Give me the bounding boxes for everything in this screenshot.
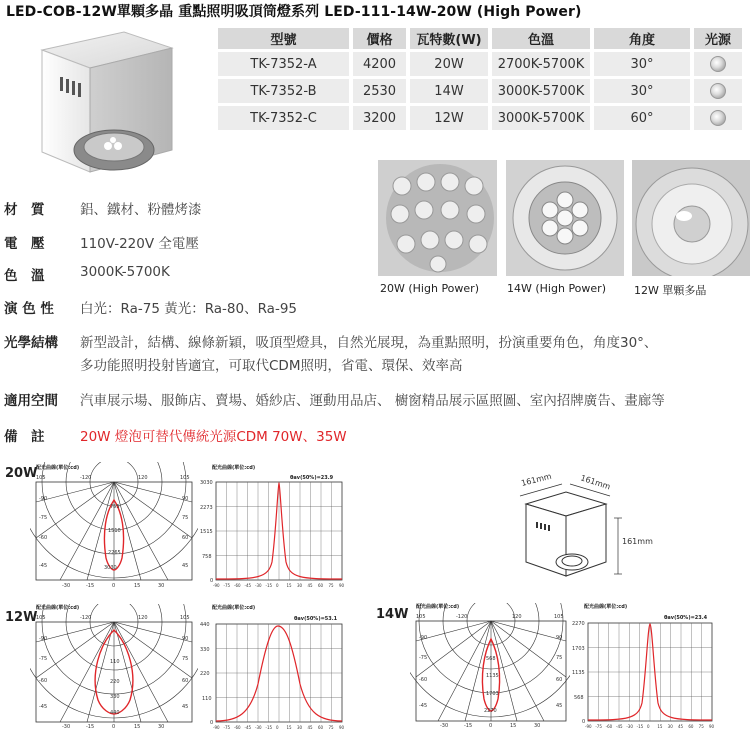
value-cct: 3000K-5700K [80,264,170,280]
cart-y-label: 0 [210,720,214,726]
table-row [218,106,742,130]
polar-left-label: -75 [419,655,428,661]
cart-x-label: -45 [244,583,252,588]
value-voltage: 110V-220V 全電壓 [80,236,199,252]
cart-y-label: 1515 [200,529,213,535]
cell-price: 4200 [353,52,406,76]
cart-x-label: -15 [636,724,644,729]
label-cri: 演 色 性 [4,301,54,317]
cart-x-label: 30 [297,583,303,588]
header-source: 光源 [694,28,742,49]
polar-ring-label: 1135 [486,673,499,679]
value-note: 20W 燈泡可替代傳統光源CDM 70W、35W [80,429,347,445]
cart-x-label: 15 [286,725,292,730]
cell-watt: 12W [410,106,488,130]
product-photo [4,22,204,188]
cart-x-label: -90 [213,725,220,730]
cart-x-label: 15 [657,724,663,729]
cart-x-label: 60 [688,724,694,729]
led-12w-icon [710,110,726,126]
cart-y-label: 110 [202,696,212,702]
cart-x-label: 90 [339,583,345,588]
polar-left-label: -75 [39,515,48,521]
label-note: 備 註 [4,429,45,445]
cart-x-label: 45 [307,583,313,588]
dim-width: 161mm [520,471,553,488]
polar-top-label: 105 [416,614,426,620]
polar-top-label: 105 [36,475,46,481]
cell-cct: 3000K-5700K [492,106,590,130]
cell-angle: 30° [594,79,690,103]
polar-bottom-label: 15 [134,724,141,730]
cell-source [694,106,742,130]
polar-left-label: -90 [39,496,48,502]
cart-x-label: 15 [286,583,292,588]
cart-y-label: 2273 [200,505,213,511]
cell-watt: 20W [410,52,488,76]
polar-top-label: 105 [180,475,190,481]
polar-left-label: -60 [39,678,48,684]
value-optics-line2: 多功能照明投射皆適宜，可取代CDM照明，省電、環保、效率高 [80,358,463,374]
cart-y-label: 220 [200,671,210,677]
table-header-row [218,28,742,49]
cart-x-label: -60 [605,724,613,729]
cell-source [694,52,742,76]
cart-x-label: 0 [276,583,279,588]
section-12w: 12W [5,610,38,625]
cart-y-label: 0 [582,719,586,725]
cell-cct: 2700K-5700K [492,52,590,76]
cart-y-label: 3030 [200,480,213,486]
polar-top-label: -120 [80,615,92,621]
cart-x-label: -30 [626,724,633,729]
header-angle: 角度 [594,28,690,49]
cart-title: 配光曲線(單位:cd) [584,604,628,610]
polar-bottom-label: -30 [440,723,449,729]
polar-top-label: 120 [138,615,148,621]
polar-ring-label: 755 [110,504,120,510]
page-title: LED-COB-12W單顆多晶 重點照明吸頂筒燈系列 LED-111-14W-20W (High Power) [6,4,582,20]
led-20w-icon [710,56,726,72]
polar-bottom-label: -30 [62,724,71,730]
cart-x-label: -90 [585,724,592,729]
cart-x-label: 0 [647,724,650,729]
polar-ring-label: 1510 [108,528,121,534]
header-watt: 瓦特數(W) [410,28,488,49]
led-photo-20w [378,160,497,276]
polar-right-label: 75 [182,656,189,662]
cart-x-label: 60 [318,725,324,730]
polar-left-label: -90 [419,635,428,641]
header-price: 價格 [353,28,406,49]
cartesian-chart-12w [198,604,350,731]
polar-right-label: 90 [556,635,563,641]
cell-angle: 30° [594,52,690,76]
cart-y-label: 0 [210,578,214,584]
cart-x-label: 60 [318,583,324,588]
cart-x-label: 45 [678,724,684,729]
cart-title: 配光曲線(單位:cd) [212,605,256,611]
dim-height: 161mm [622,537,653,546]
cart-x-label: -15 [265,583,273,588]
caption-20w: 20W (High Power) [380,282,479,295]
led-14w-icon [710,83,726,99]
polar-chart-20w [30,462,198,592]
polar-ring-label: 440 [110,710,120,716]
value-material: 鋁、鐵材、粉體烤漆 [80,202,202,218]
polar-bottom-label: -15 [464,723,473,729]
polar-top-label: -120 [80,475,92,481]
cart-x-label: -30 [255,583,262,588]
polar-ring-label: 110 [110,659,120,665]
cart-x-label: -90 [213,583,220,588]
polar-right-label: 60 [182,535,189,541]
polar-right-label: 60 [556,677,563,683]
polar-right-label: 90 [182,496,189,502]
polar-top-label: -120 [456,614,468,620]
cart-x-label: -75 [223,725,231,730]
cell-angle: 60° [594,106,690,130]
polar-chart-12w [30,604,198,731]
cell-watt: 14W [410,79,488,103]
polar-left-label: -60 [39,535,48,541]
polar-bottom-label: -30 [62,583,71,589]
polar-ring-label: 2270 [484,708,497,714]
cartesian-chart-20w [198,462,350,592]
polar-bottom-label: 0 [112,724,116,730]
cart-x-label: 75 [328,725,334,730]
cart-y-label: 1703 [572,646,585,652]
polar-bottom-label: -15 [86,724,95,730]
cart-x-label: 90 [709,724,715,729]
cartesian-chart-14w [570,603,720,731]
cart-y-label: 2270 [572,621,585,627]
cart-note: θav(50%)=23.4 [664,615,708,621]
led-photo-12w [632,160,750,276]
cart-x-label: 30 [667,724,673,729]
polar-right-label: 45 [556,703,563,709]
cell-price: 2530 [353,79,406,103]
value-space: 汽車展示場、服飾店、賣場、婚紗店、運動用品店、 櫥窗精品展示區照圖、室內招牌廣告、畫廊等 [80,393,665,409]
cart-x-label: -45 [616,724,623,729]
section-20w: 20W [5,466,38,481]
polar-left-label: -90 [39,636,48,642]
cart-x-label: 90 [339,725,345,730]
cart-x-label: 75 [698,724,704,729]
polar-ring-label: 2265 [108,550,121,556]
cart-x-label: 30 [297,725,303,730]
cart-x-label: -60 [234,725,241,730]
cart-x-label: -15 [265,725,273,730]
value-optics: 新型設計，結構、線條新穎，吸頂型燈具，自然光展現，為重點照明，扮演重要角色，角度30°、 [80,335,658,351]
cell-source [694,79,742,103]
polar-title: 配光曲線(單位:cd) [416,604,460,610]
cart-x-label: 75 [328,583,334,588]
cell-price: 3200 [353,106,406,130]
cart-x-label: -45 [244,725,252,730]
cart-x-label: -60 [234,583,241,588]
caption-12w: 12W 單顆多晶 [634,284,707,297]
cart-y-label: 330 [200,647,210,653]
label-cct: 色 溫 [4,268,45,284]
led-photo-14w [506,160,624,276]
polar-bottom-label: 0 [112,583,116,589]
polar-ring-label: 330 [110,694,120,700]
polar-top-label: 105 [36,615,46,621]
polar-bottom-label: 0 [489,723,493,729]
spec-table [214,25,746,133]
cart-y-label: 758 [202,554,212,560]
polar-bottom-label: 30 [158,583,165,589]
cart-x-label: -75 [595,724,602,729]
caption-14w: 14W (High Power) [507,282,606,295]
polar-ring-label: 568 [486,656,496,662]
section-14w: 14W [376,607,409,622]
value-cri: 白光：Ra-75 黃光：Ra-80、Ra-95 [80,301,298,317]
polar-ring-label: 1703 [486,691,499,697]
cart-x-label: -75 [223,583,231,588]
polar-bottom-label: 30 [158,724,165,730]
polar-top-label: 105 [554,614,564,620]
polar-title: 配光曲線(單位:cd) [36,465,80,471]
label-space: 適用空間 [4,393,58,409]
cart-y-label: 440 [200,622,210,628]
polar-ring-label: 3030 [104,565,117,571]
polar-left-label: -75 [39,656,48,662]
polar-title: 配光曲線(單位:cd) [36,605,80,611]
cart-y-label: 1135 [572,670,585,676]
polar-top-label: 105 [180,615,190,621]
polar-left-label: -60 [419,677,428,683]
cart-x-label: -30 [255,725,262,730]
label-material: 材 質 [4,202,45,218]
cell-model: TK-7352-B [218,79,349,103]
table-row [218,79,742,103]
cell-model: TK-7352-A [218,52,349,76]
cart-x-label: 0 [276,725,279,730]
cell-model: TK-7352-C [218,106,349,130]
dimension-drawing [510,466,670,598]
cart-title: 配光曲線(單位:cd) [212,465,256,471]
polar-ring-label: 220 [110,679,120,685]
cell-cct: 3000K-5700K [492,79,590,103]
polar-right-label: 75 [556,655,563,661]
cart-y-label: 568 [574,695,584,701]
polar-bottom-label: -15 [86,583,95,589]
polar-chart-14w [410,603,570,731]
cart-x-label: 45 [307,725,313,730]
polar-right-label: 75 [182,515,189,521]
header-cct: 色溫 [492,28,590,49]
polar-right-label: 90 [182,636,189,642]
polar-left-label: -45 [39,563,48,569]
polar-left-label: -45 [419,703,428,709]
polar-top-label: 120 [512,614,522,620]
polar-left-label: -45 [39,704,48,710]
cart-note: θav(50%)=23.9 [290,475,334,481]
polar-right-label: 60 [182,678,189,684]
dim-depth: 161mm [579,473,612,492]
polar-bottom-label: 15 [134,583,141,589]
polar-bottom-label: 30 [534,723,541,729]
polar-right-label: 45 [182,704,189,710]
cart-note: θav(50%)=53.1 [294,616,338,622]
header-model: 型號 [218,28,349,49]
polar-right-label: 45 [182,563,189,569]
label-optics: 光學結構 [4,335,58,351]
label-voltage: 電 壓 [4,236,45,252]
polar-bottom-label: 15 [510,723,517,729]
table-row [218,52,742,76]
polar-top-label: 120 [138,475,148,481]
